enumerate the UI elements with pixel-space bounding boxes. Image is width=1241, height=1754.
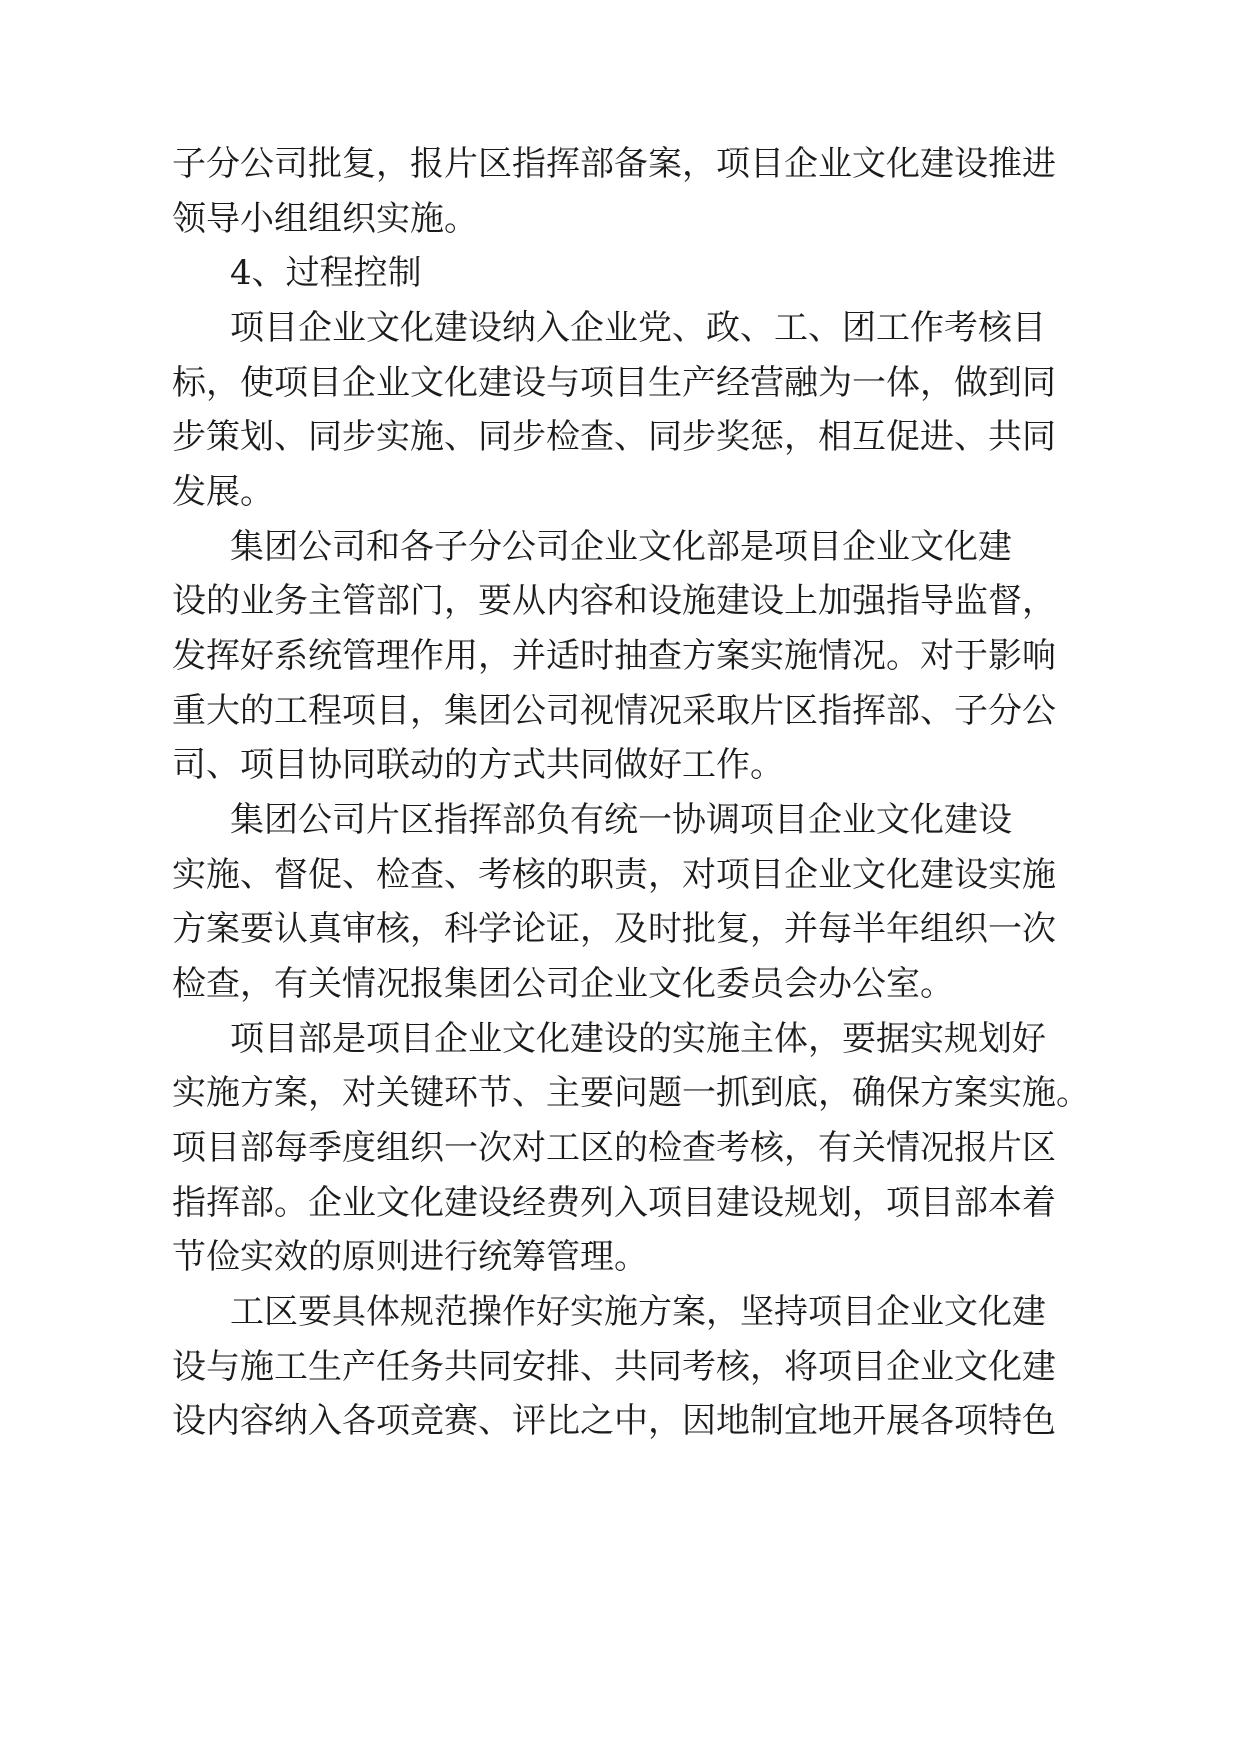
text-line: 实施方案，对关键环节、主要问题一抓到底，确保方案实施。: [172, 1073, 1090, 1113]
text-line: 设与施工生产任务共同安排、共同考核，将项目企业文化建: [172, 1347, 1056, 1387]
text-line: 项目企业文化建设纳入企业党、政、工、团工作考核目: [230, 308, 1046, 348]
text-line: 子分公司批复，报片区指挥部备案，项目企业文化建设推进: [172, 144, 1056, 184]
text-line: 设内容纳入各项竞赛、评比之中，因地制宜地开展各项特色: [172, 1401, 1056, 1441]
text-line: 步策划、同步实施、同步检查、同步奖惩，相互促进、共同: [172, 417, 1056, 457]
text-line: 重大的工程项目，集团公司视情况采取片区指挥部、子分公: [172, 691, 1056, 731]
text-line: 项目部每季度组织一次对工区的检查考核，有关情况报片区: [172, 1128, 1056, 1168]
text-line: 工区要具体规范操作好实施方案，坚持项目企业文化建: [230, 1292, 1046, 1332]
text-line: 领导小组组织实施。: [172, 199, 478, 239]
text-line: 标，使项目企业文化建设与项目生产经营融为一体，做到同: [172, 363, 1056, 403]
text-line: 设的业务主管部门，要从内容和设施建设上加强指导监督，: [172, 581, 1056, 621]
text-line: 集团公司片区指挥部负有统一协调项目企业文化建设: [230, 800, 1012, 840]
text-line: 检查，有关情况报集团公司企业文化委员会办公室。: [172, 964, 954, 1004]
text-line: 项目部是项目企业文化建设的实施主体，要据实规划好: [230, 1019, 1046, 1059]
text-line: 节俭实效的原则进行统筹管理。: [172, 1237, 648, 1277]
text-line: 指挥部。企业文化建设经费列入项目建设规划，项目部本着: [172, 1183, 1056, 1223]
text-line: 司、项目协同联动的方式共同做好工作。: [172, 745, 784, 785]
text-line: 实施、督促、检查、考核的职责，对项目企业文化建设实施: [172, 855, 1056, 895]
section-heading: 4、过程控制: [230, 253, 422, 293]
text-line: 发挥好系统管理作用，并适时抽查方案实施情况。对于影响: [172, 636, 1056, 676]
text-line: 方案要认真审核，科学论证，及时批复，并每半年组织一次: [172, 909, 1056, 949]
text-line: 集团公司和各子分公司企业文化部是项目企业文化建: [230, 527, 1012, 567]
text-line: 发展。: [172, 472, 274, 512]
